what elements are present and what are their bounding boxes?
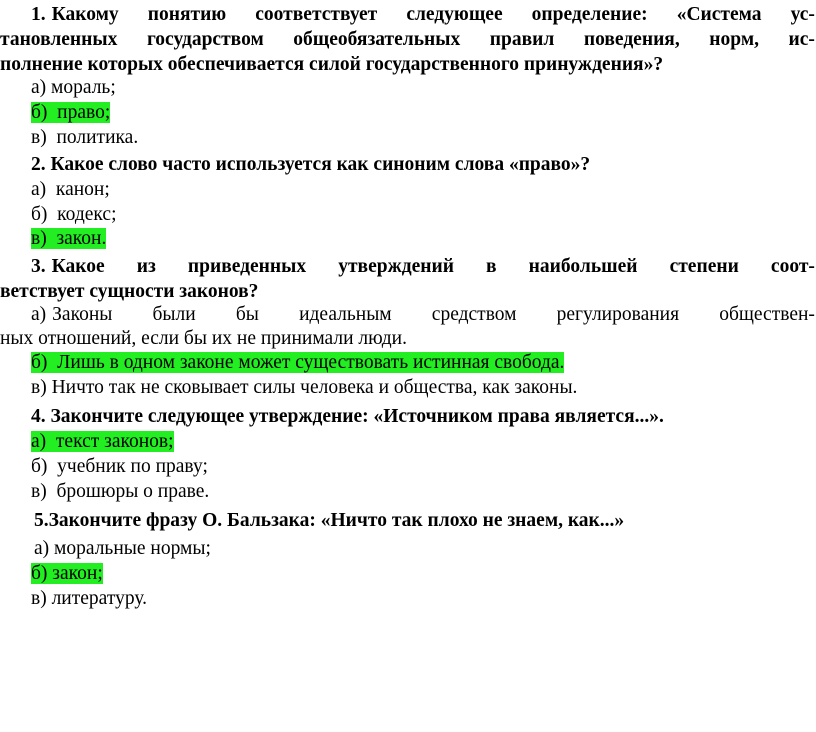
- question-1-line-2: тановленных государством общеобязательных правил поведения, норм, ис-: [0, 29, 815, 50]
- question-3-line-1: 3. Какое из приведенных утверждений в наибольшей степени соот-: [31, 256, 815, 277]
- correct-answer-highlight: б) право;: [31, 102, 111, 123]
- correct-answer-highlight: а) текст законов;: [31, 431, 174, 452]
- correct-answer-highlight: в) закон.: [31, 228, 107, 249]
- question-3-option-a: а) Законы были бы идеальным средством регулирования обществен-: [31, 304, 815, 325]
- question-1-option-c: в) политика.: [31, 127, 139, 148]
- question-4-option-c: в) брошюры о праве.: [31, 481, 210, 502]
- question-1-option-b: [31, 101, 110, 125]
- question-5-option-c: в) литературу.: [31, 588, 148, 609]
- question-5-option-a: а) моральные нормы;: [34, 538, 211, 559]
- question-3-line-2: ветствует сущности законов?: [0, 281, 259, 302]
- question-3-option-b: [31, 351, 564, 375]
- question-1-line-3: полнение которых обеспечивается силой государственного принуждения»?: [0, 54, 664, 75]
- question-4-option-b: б) учебник по праву;: [31, 456, 208, 477]
- question-1-line-1: 1. Какому понятию соответствует следующее определение: «Система ус-: [31, 4, 815, 25]
- question-4-option-a: [31, 430, 174, 454]
- question-3-option-c: в) Ничто так не сковывает силы человека и общества, как законы.: [31, 377, 578, 398]
- question-5-option-b: [31, 562, 103, 586]
- question-2-option-c: [31, 227, 106, 251]
- question-3-option-a-cont: ных отношений, если бы их не принимали люди.: [0, 328, 407, 349]
- question-1-option-a: а) мораль;: [31, 77, 116, 98]
- question-2-line-1: 2. Какое слово часто используется как синоним слова «право»?: [31, 154, 591, 175]
- question-2-option-b: б) кодекс;: [31, 204, 117, 225]
- question-2-option-a: а) канон;: [31, 179, 110, 200]
- correct-answer-highlight: б) закон;: [31, 563, 103, 584]
- question-4-line-1: 4. Закончите следующее утверждение: «Источником права является...».: [31, 406, 664, 427]
- correct-answer-highlight: б) Лишь в одном законе может существовать истинная свобода.: [31, 352, 565, 373]
- question-5-line-1: 5.Закончите фразу О. Бальзака: «Ничто так плохо не знаем, как...»: [34, 510, 625, 531]
